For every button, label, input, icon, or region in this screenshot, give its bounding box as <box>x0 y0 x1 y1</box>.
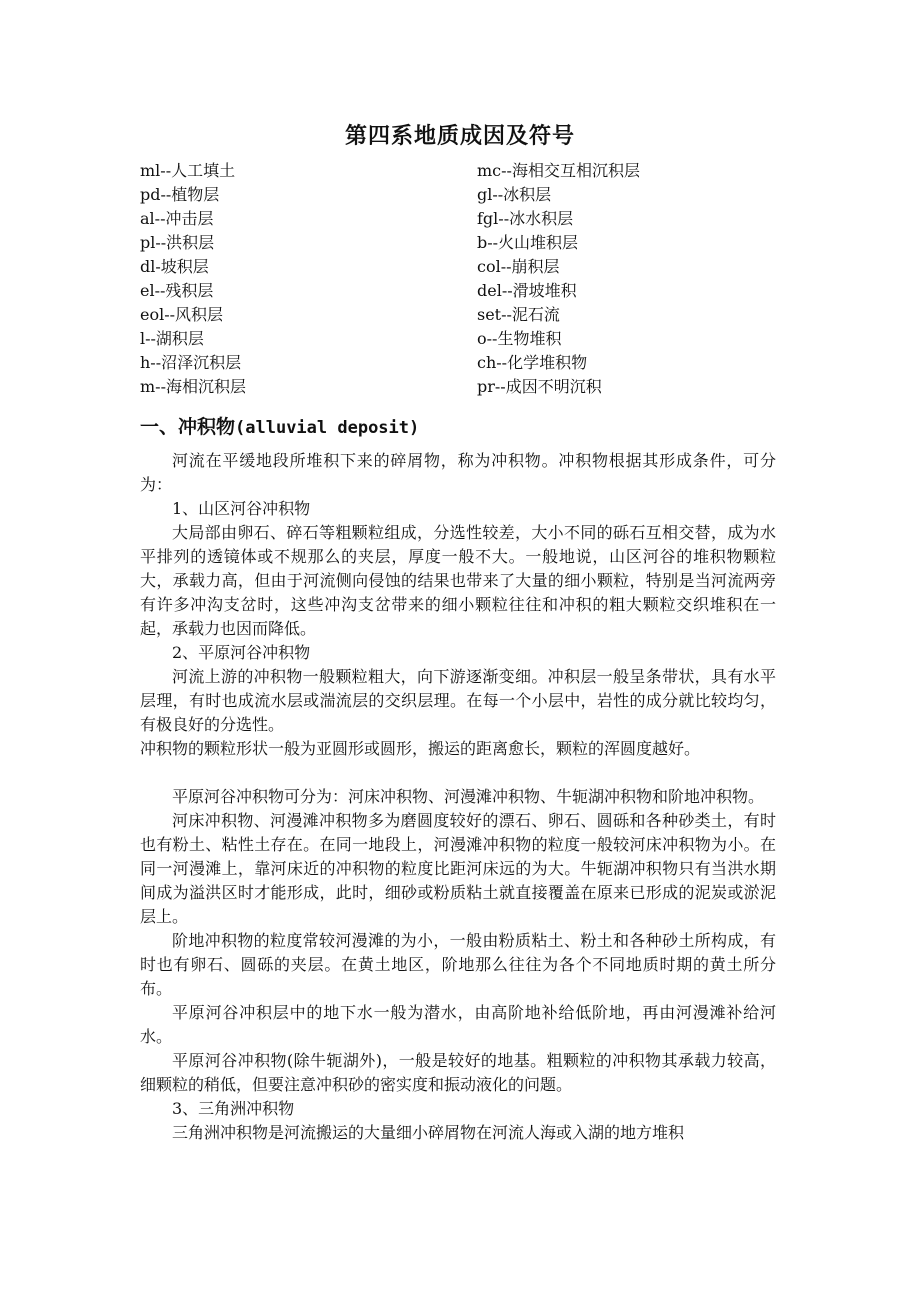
section-heading-en: (alluvial deposit) <box>235 418 420 438</box>
code-entry: mc--海相交互相沉积层 <box>477 161 640 180</box>
section-body <box>140 449 776 1145</box>
code-entry: pr--成因不明沉积 <box>477 377 602 396</box>
code-entry: gl--冰积层 <box>477 185 552 204</box>
code-row <box>140 327 780 351</box>
section-heading-cn: 一、冲积物 <box>140 416 236 438</box>
code-entry: pl--洪积层 <box>140 233 215 252</box>
paragraph: 平原河谷冲积物可分为：河床冲积物、河漫滩冲积物、牛轭湖冲积物和阶地冲积物。 <box>172 787 765 806</box>
code-entry: eol--风积层 <box>140 305 224 324</box>
code-entry: el--残积层 <box>140 281 214 300</box>
paragraph: 平原河谷冲积层中的地下水一般为潜水，由高阶地补给低阶地，再由河漫滩补给河水。 <box>140 1003 776 1046</box>
code-entry: dl-坡积层 <box>140 257 209 276</box>
code-row <box>140 183 780 207</box>
code-row <box>140 303 780 327</box>
paragraph: 三角洲冲积物是河流搬运的大量细小碎屑物在河流人海或入湖的地方堆积 <box>172 1123 685 1142</box>
code-row <box>140 375 780 399</box>
code-entry: al--冲击层 <box>140 209 214 228</box>
paragraph: 河床冲积物、河漫滩冲积物多为磨圆度较好的漂石、卵石、圆砾和各种砂类土，有时也有粉土、粘性土存在。在同一地段上，河漫滩冲积物的粒度一般较河床冲积物为小。在同一河漫滩上，靠河床近的冲积物的粒度比距河床远的为大。牛轭湖冲积物只有当洪水期间成为溢洪区时才能形成，此时，细砂或粉质粘土就直接覆盖在原来已形成的泥炭或淤泥层上。 <box>140 811 776 926</box>
code-entry: fgl--冰水积层 <box>477 209 574 228</box>
code-entry: pd--植物层 <box>140 185 220 204</box>
code-entry: ch--化学堆积物 <box>477 353 588 372</box>
subheading: 3、三角洲冲积物 <box>172 1099 295 1118</box>
code-entry: m--海相沉积层 <box>140 377 246 396</box>
code-entry: b--火山堆积层 <box>477 233 579 252</box>
paragraph: 阶地冲积物的粒度常较河漫滩的为小，一般由粉质粘土、粉土和各种砂土所构成，有时也有卵石、圆砾的夹层。在黄土地区，阶地那么往往为各个不同地质时期的黄土所分布。 <box>140 931 776 998</box>
paragraph: 河流在平缓地段所堆积下来的碎屑物，称为冲积物。冲积物根据其形成条件，可分为： <box>140 451 776 494</box>
paragraph: 河流上游的冲积物一般颗粒粗大，向下游逐渐变细。冲积层一般呈条带状，具有水平层理，有时也成流水层或湍流层的交织层理。在每一个小层中，岩性的成分就比较均匀，有极良好的分选性。 <box>140 667 776 734</box>
code-entry: set--泥石流 <box>477 305 560 324</box>
code-row <box>140 255 780 279</box>
code-row <box>140 207 780 231</box>
code-entry: h--沼泽沉积层 <box>140 353 242 372</box>
genesis-code-list <box>140 159 780 399</box>
code-entry: l--湖积层 <box>140 329 204 348</box>
paragraph: 冲积物的颗粒形状一般为亚圆形或圆形，搬运的距离愈长，颗粒的浑圆度越好。 <box>140 739 701 758</box>
code-row <box>140 351 780 375</box>
code-row <box>140 159 780 183</box>
paragraph: 平原河谷冲积物(除牛轭湖外)，一般是较好的地基。粗颗粒的冲积物其承载力较高，细颗粒的稍低，但要注意冲积砂的密实度和振动液化的问题。 <box>140 1051 776 1094</box>
code-entry: del--滑坡堆积 <box>477 281 577 300</box>
section-heading <box>140 412 419 439</box>
code-entry: o--生物堆积 <box>477 329 562 348</box>
subheading: 2、平原河谷冲积物 <box>172 643 311 662</box>
page-title: 第四系地质成因及符号 <box>344 123 575 149</box>
code-entry: col--崩积层 <box>477 257 560 276</box>
subheading: 1、山区河谷冲积物 <box>172 499 311 518</box>
code-row <box>140 231 780 255</box>
code-row <box>140 279 780 303</box>
blank-line <box>140 761 776 785</box>
paragraph: 大局部由卵石、碎石等粗颗粒组成，分选性较差，大小不同的砾石互相交替，成为水平排列的透镜体或不规那么的夹层，厚度一般不大。一般地说，山区河谷的堆积物颗粒大，承载力高，但由于河流侧向侵蚀的结果也带来了大量的细小颗粒，特别是当河流两旁有许多冲沟支岔时，这些冲沟支岔带来的细小颗粒往往和冲积的粗大颗粒交织堆积在一起，承载力也因而降低。 <box>140 523 776 638</box>
code-entry: ml--人工填土 <box>140 161 236 180</box>
